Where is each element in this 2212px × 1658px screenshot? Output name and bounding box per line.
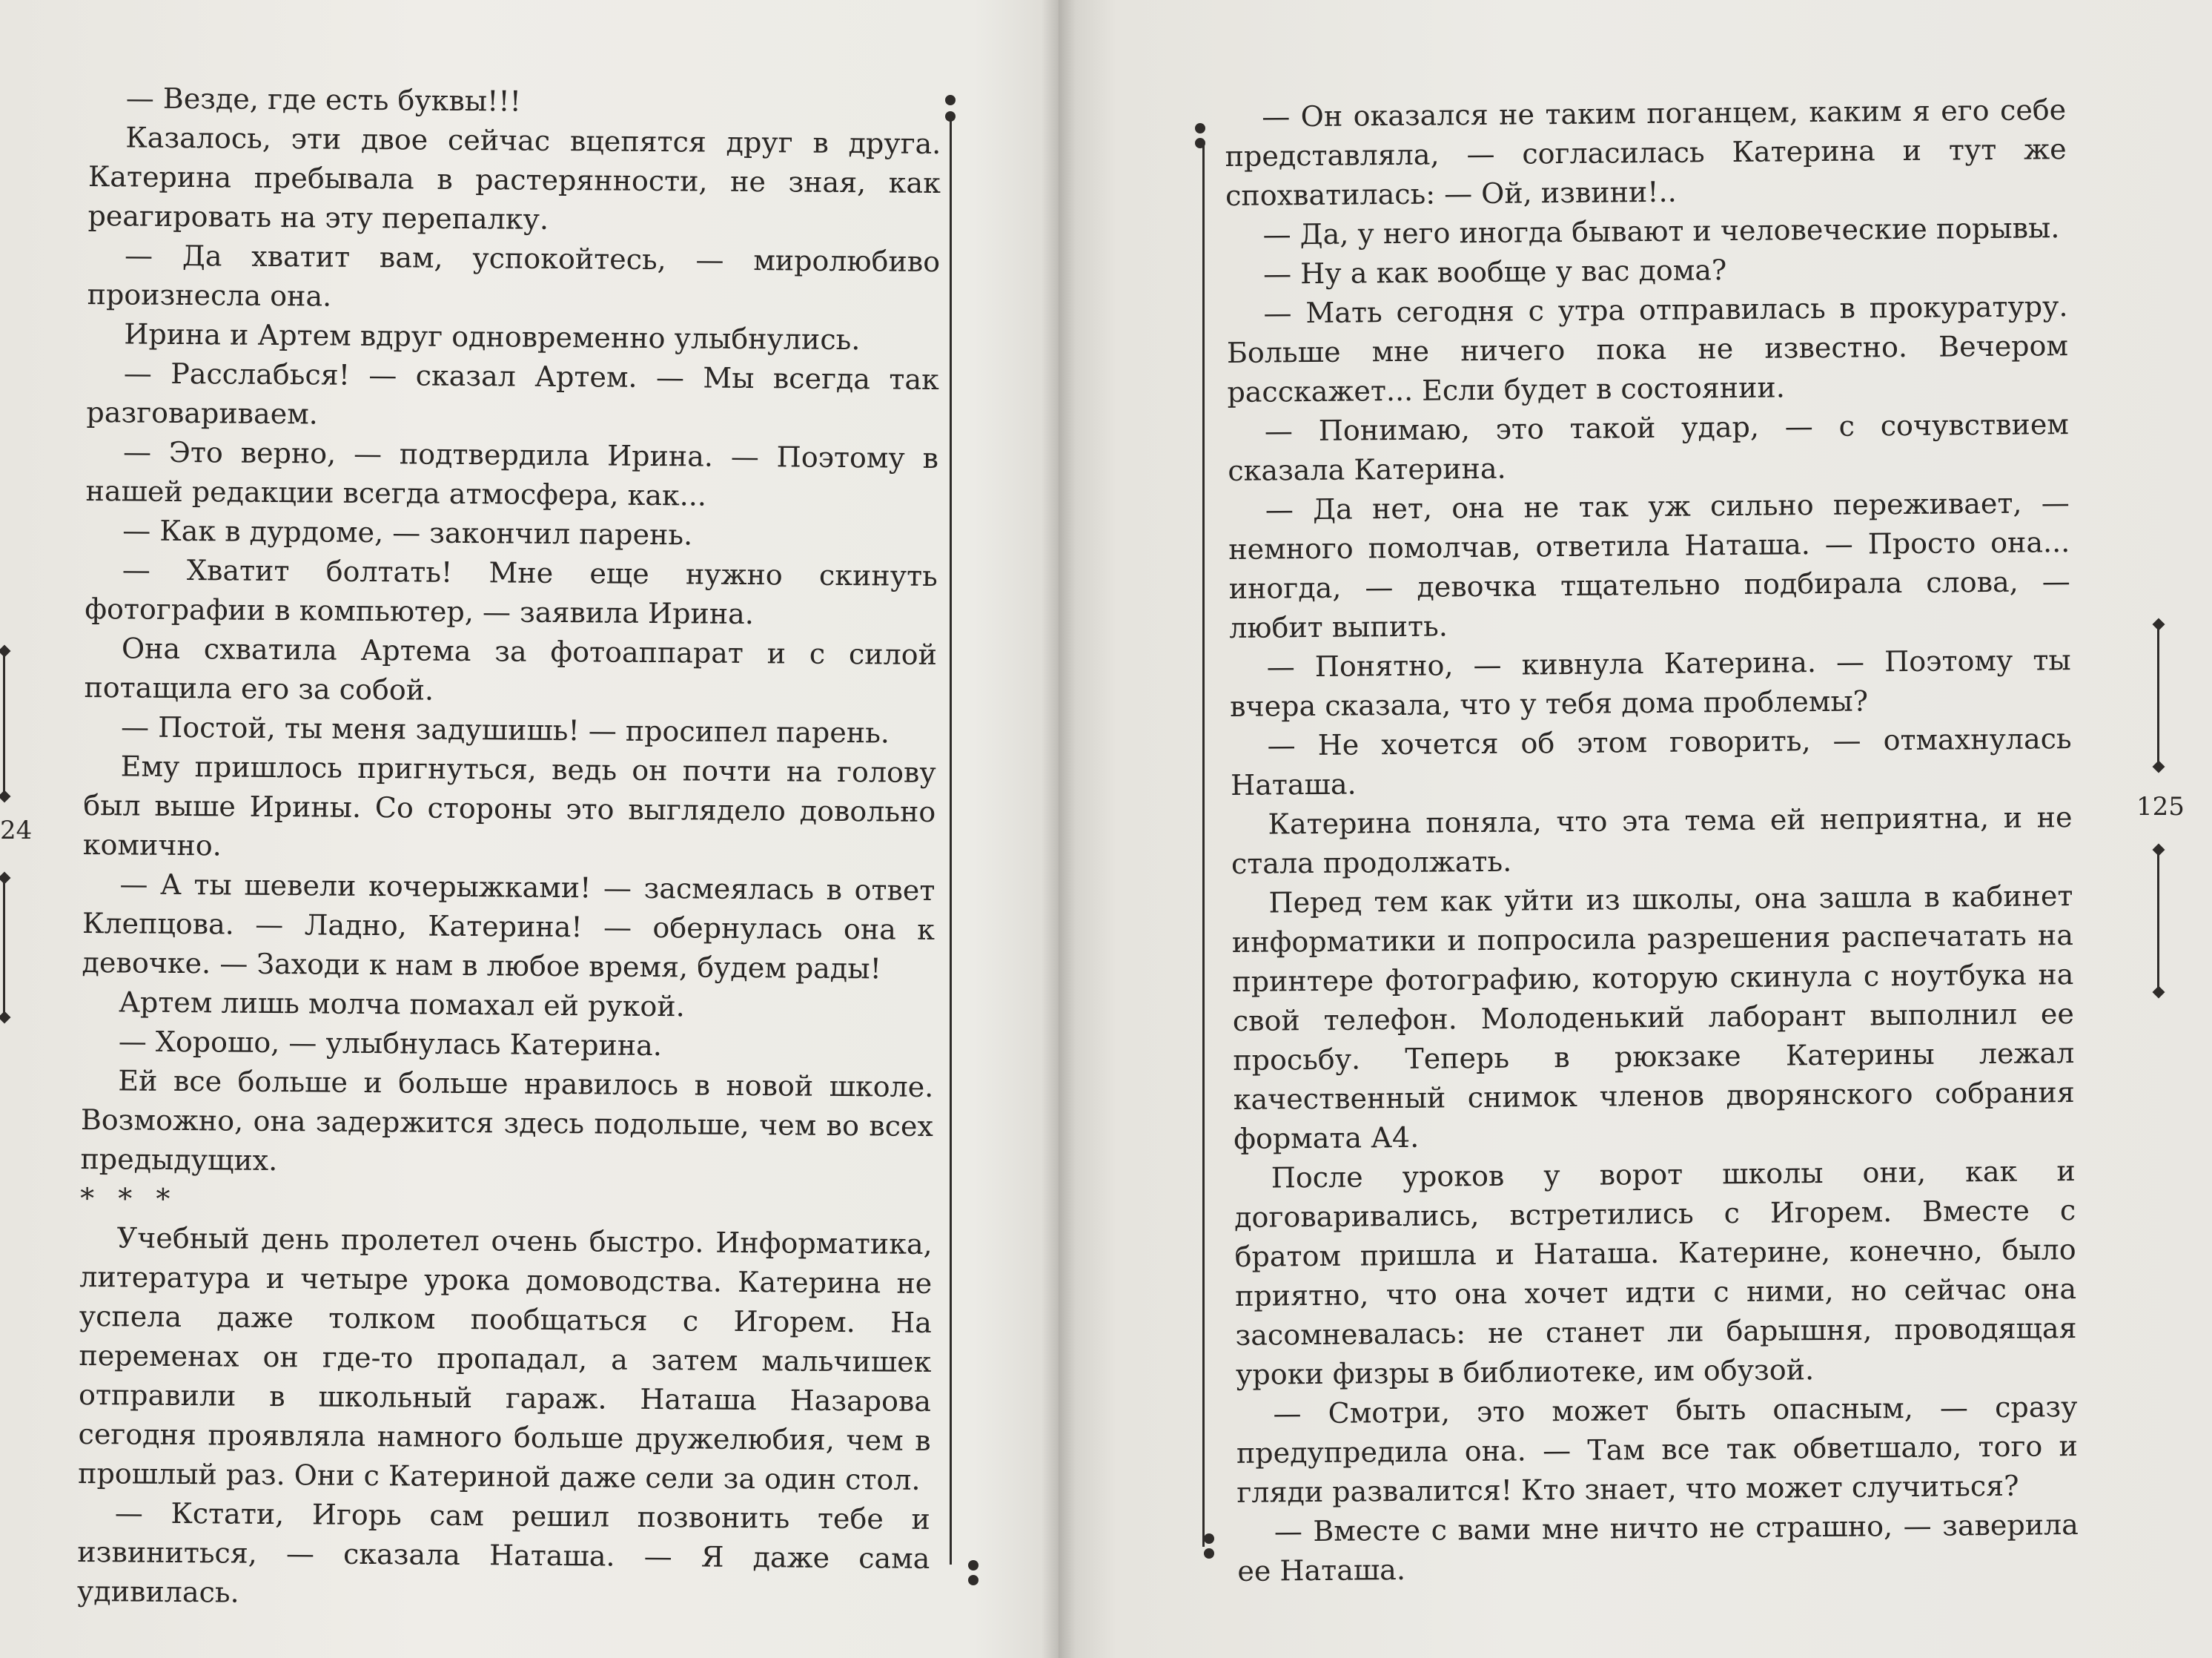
paragraph: — Вместе с вами мне ничто не страшно, — заверила ее Наташа. (1237, 1508, 2079, 1588)
paragraph: — Как в дурдоме, — закончил парень. (122, 514, 693, 552)
paragraph: — Расслабься! — сказал Артем. — Мы всегда так разговариваем. (86, 357, 940, 431)
rule-dot-top (1195, 123, 1205, 133)
paragraph: — Да нет, она не так уж сильно переживает, — немного помолчав, ответила Наташа. — Просто она... иногда, — девочка тщательно подбирала слова, — любит выпить. (1228, 486, 2070, 644)
section-separator: * * * (79, 1181, 178, 1215)
left-page-text (77, 79, 941, 1618)
outer-marker-rule (2157, 853, 2159, 989)
paragraph: — Постой, ты меня задушишь! — просипел парень. (120, 710, 890, 750)
rule-dot-bottom (1204, 1548, 1214, 1559)
paragraph: — Хорошо, — улыбнулась Катерина. (118, 1025, 663, 1063)
paragraph: Катерина поняла, что эта тема ей неприятна, и не стала продолжать. (1231, 801, 2073, 880)
paragraph: — Мать сегодня с утра отправилась в прокуратуру. Больше мне ничего пока не известно. Вечером расскажет... Если будет в состоянии. (1226, 290, 2069, 409)
rule-dot-top (945, 95, 956, 105)
paragraph: Учебный день пролетел очень быстро. Информатика, литература и четыре урока домоводства. Катерина не успела даже толком пообщаться с Игорем. На переменах он где-то пропадал, а затем мальчишек отправили в школьный гараж. Наташа Назарова сегодня проявляла намного больше дружелюбия, чем в прошлый раз. Они с Катериной даже сели за один стол. (78, 1221, 933, 1496)
right-page-text (1225, 90, 2079, 1591)
page-number: 24 (0, 816, 33, 845)
paragraph: — Везде, где есть буквы!!! (125, 82, 522, 118)
paragraph: — Это верно, — подтвердила Ирина. — Поэтому в нашей редакции всегда атмосфера, как... (85, 435, 939, 512)
outer-marker-rule (2157, 627, 2159, 764)
paragraph: Ей все больше и больше нравилось в новой школе. Возможно, она задержится здесь подольше, чем во всех предыдущих. (80, 1064, 934, 1178)
rule-dot-bottom (968, 1560, 978, 1571)
paragraph: — Смотри, это может быть опасным, — сразу предупредила она. — Там все так обветшало, того и гляди развалится! Кто знает, что может случиться? (1236, 1390, 2079, 1509)
paragraph: Ему пришлось пригнуться, ведь он почти на голову был выше Ирины. Со стороны это выглядело довольно комично. (82, 750, 936, 862)
paragraph: Артем лишь молча помахал ей рукой. (119, 985, 685, 1023)
paragraph: — Кстати, Игорь сам решил позвонить тебе и извиниться, — сказала Наташа. — Я даже сама удивилась. (76, 1496, 930, 1609)
paragraph: После уроков у ворот школы они, как и договаривались, встретились с Игорем. Вместе с братом пришла и Наташа. Катерине, конечно, было приятно, что она хочет идти с ними, но сейчас она засомневалась: не станет ли барышня, проводящая уроки физры в библиотеке, им обузой. (1234, 1155, 2077, 1391)
paragraph: — Ну а как вообще у вас дома? (1262, 254, 1727, 291)
right-margin-rule (1202, 145, 1205, 1547)
outer-marker-rule (3, 879, 5, 1016)
paragraph: — Хватит болтать! Мне еще нужно скинуть фотографии в компьютер, — заявила Ирина. (85, 553, 938, 631)
rule-dot-bottom (1204, 1533, 1214, 1544)
paragraph: — Понятно, — кивнула Катерина. — Поэтому ты вчера сказала, что у тебя дома проблемы? (1229, 644, 2071, 723)
outer-marker-rule (3, 653, 5, 793)
book-gutter (1042, 0, 1076, 1658)
paragraph: Ирина и Артем вдруг одновременно улыбнулись. (124, 317, 861, 357)
paragraph: Она схватила Артема за фотоаппарат и с силой потащила его за собой. (84, 632, 938, 707)
paragraph: — Не хочется об этом говорить, — отмахнулась Наташа. (1230, 722, 2072, 802)
paragraph: Перед тем как уйти из школы, она зашла в кабинет информатики и попросила разрешения распечатать на принтере фотографию, которую скинула с ноутбука на свой телефон. Молоденький лаборант выполнил ее просьбу. Теперь в рюкзаке Катерины лежал качественный снимок членов дворянского собрания формата А4. (1231, 879, 2075, 1155)
paragraph: — Да хватит вам, успокойтесь, — миролюбиво произнесла она. (87, 239, 941, 313)
page-number: 125 (2136, 792, 2185, 822)
paragraph: — Да, у него иногда бывают и человеческие порывы. (1262, 211, 2060, 251)
paragraph: — Он оказался не таким поганцем, каким я его себе представляла, — согласилась Катерина и тут же спохватилась: — Ой, извини!.. (1225, 93, 2067, 212)
paragraph: Казалось, эти двое сейчас вцепятся друг в друга. Катерина пребывала в растерянности, не зная, как реагировать на эту перепалку. (87, 121, 941, 236)
rule-dot-bottom (968, 1575, 978, 1585)
left-margin-rule (950, 119, 952, 1565)
paragraph: — Понимаю, это такой удар, — с сочувствием сказала Катерина. (1228, 408, 2070, 487)
paragraph: — А ты шевели кочерыжками! — засмеялась в ответ Клепцова. — Ладно, Катерина! — обернулась она к девочке. — Заходи к нам в любое время, будем рады! (82, 868, 936, 985)
